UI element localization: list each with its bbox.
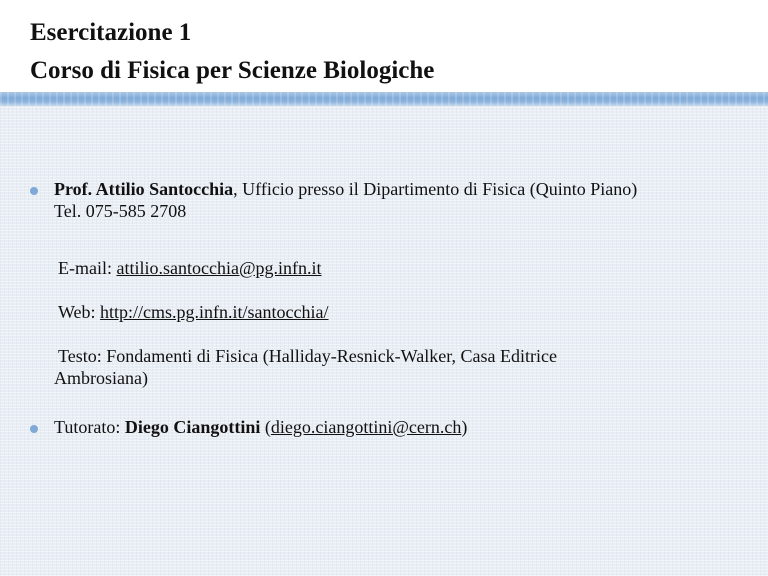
professor-office: , Ufficio presso il Dipartimento di Fisica (Quinto Piano) xyxy=(233,179,638,199)
title-area xyxy=(0,0,768,92)
tutor-line xyxy=(54,416,754,438)
title-divider-band xyxy=(0,92,768,106)
tutor-label: Tutorato: xyxy=(54,417,125,437)
bullet-icon xyxy=(30,425,38,433)
bullet-icon xyxy=(30,187,38,195)
textbook-line-2: Ambrosiana) xyxy=(54,368,148,388)
email-label: E-mail: xyxy=(58,258,117,278)
professor-phone: Tel. 075-585 2708 xyxy=(54,201,187,221)
tutor-email-link[interactable]: diego.ciangottini@cern.ch xyxy=(270,417,462,437)
web-link[interactable]: http://cms.pg.infn.it/santocchia/ xyxy=(100,302,329,322)
textbook-line-1: Testo: Fondamenti di Fisica (Halliday-Resnick-Walker, Casa Editrice xyxy=(58,346,557,366)
tutor-name: Diego Ciangottini xyxy=(124,417,261,437)
tutor-open-paren: ( xyxy=(260,417,271,437)
email-link[interactable]: attilio.santocchia@pg.infn.it xyxy=(116,258,322,278)
email-line xyxy=(58,257,758,279)
tutor-close-paren: ) xyxy=(461,417,468,437)
professor-info xyxy=(54,178,754,222)
title-line-2: Corso di Fisica per Scienze Biologiche xyxy=(30,57,435,84)
textbook-line xyxy=(54,345,754,389)
web-line xyxy=(58,301,758,323)
slide-title xyxy=(30,14,434,90)
web-label: Web: xyxy=(58,302,101,322)
professor-name: Prof. Attilio Santocchia xyxy=(54,179,234,199)
title-line-1: Esercitazione 1 xyxy=(30,19,192,46)
